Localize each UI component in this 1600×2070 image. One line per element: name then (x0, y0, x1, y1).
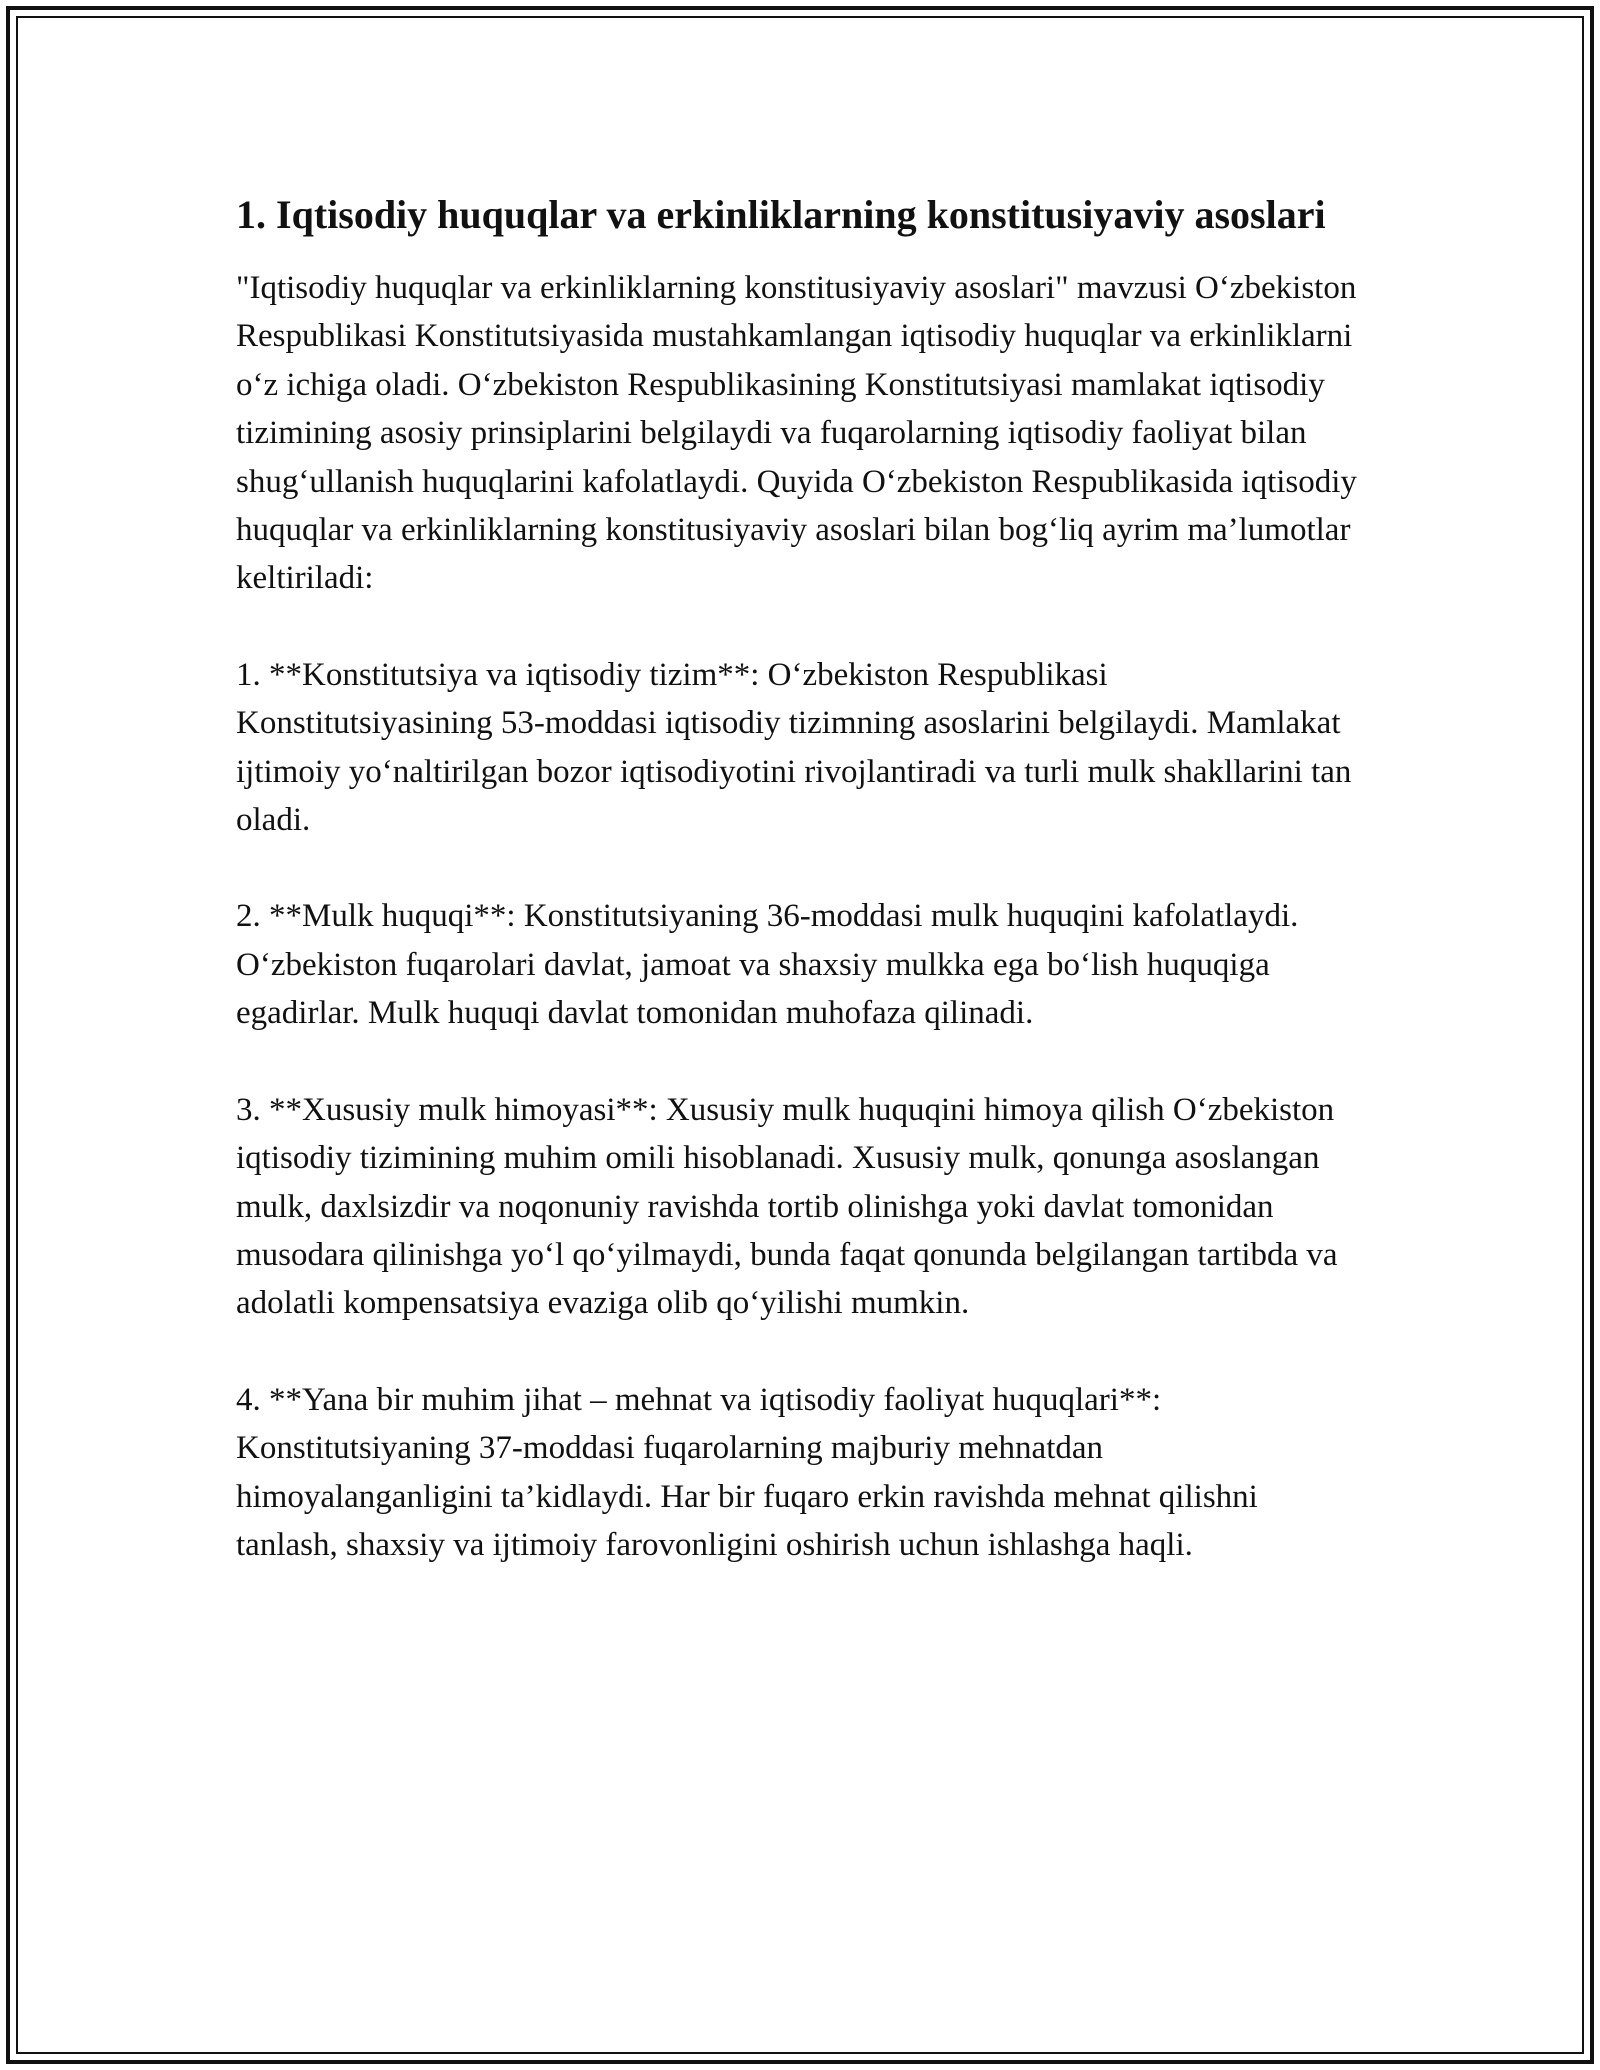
list-item-3-paragraph: 3. **Xususiy mulk himoyasi**: Xususiy mulk huquqini himoya qilish O‘zbekiston iqtisodiy tizimining muhim omili hisoblanadi. Xususiy mulk, qonunga asoslangan mulk, daxlsizdir va noqonuniy ravishda tortib olinishga yoki davlat tomonidan musodara qilinishga yo‘l qo‘yilmaydi, bunda faqat qonunda belgilangan tartibda va adolatli kompensatsiya evaziga olib qo‘yilishi mumkin. (236, 1091, 1338, 1322)
document-heading: 1. Iqtisodiy huquqlar va erkinliklarning konstitusiyaviy asoslari (236, 192, 1326, 237)
intro-paragraph: "Iqtisodiy huquqlar va erkinliklarning konstitusiyaviy asoslari" mavzusi O‘zbekiston Respublikasi Konstitutsiyasida mustahkamlangan iqtisodiy huquqlar va erkinliklarni o‘z ichiga oladi. O‘zbekiston Respublikasining Konstitutsiyasi mamlakat iqtisodiy tizimining asosiy prinsiplarini belgilaydi va fuqarolarning iqtisodiy faoliyat bilan shug‘ullanish huquqlarini kafolatlaydi. Quyida O‘zbekiston Respublikasida iqtisodiy huquqlar va erkinliklarning konstitusiyaviy asoslari bilan bog‘liq ayrim ma’lumotlar keltiriladi: (236, 270, 1357, 597)
list-item-4-paragraph: 4. **Yana bir muhim jihat – mehnat va iqtisodiy faoliyat huquqlari**: Konstitutsiyaning 37-moddasi fuqarolarning majburiy mehnatdan himoyalanganligini ta’kidlaydi. Har bir fuqaro erkin ravishda mehnat qilishni tanlash, shaxsiy va ijtimoiy farovonligini oshirish uchun ishlashga haqli. (236, 1381, 1258, 1563)
list-item-2-paragraph: 2. **Mulk huquqi**: Konstitutsiyaning 36-moddasi mulk huquqini kafolatlaydi. O‘zbekiston fuqarolari davlat, jamoat va shaxsiy mulkka ega bo‘lish huquqiga egadirlar. Mulk huquqi davlat tomonidan muhofaza qilinadi. (236, 898, 1299, 1032)
list-item-1-paragraph: 1. **Konstitutsiya va iqtisodiy tizim**: O‘zbekiston Respublikasi Konstitutsiyasining 53-moddasi iqtisodiy tizimning asoslarini belgilaydi. Mamlakat ijtimoiy yo‘naltirilgan bozor iqtisodiyotini rivojlantiradi va turli mulk shakllarini tan oladi. (236, 656, 1352, 839)
document-body (236, 188, 1366, 1617)
